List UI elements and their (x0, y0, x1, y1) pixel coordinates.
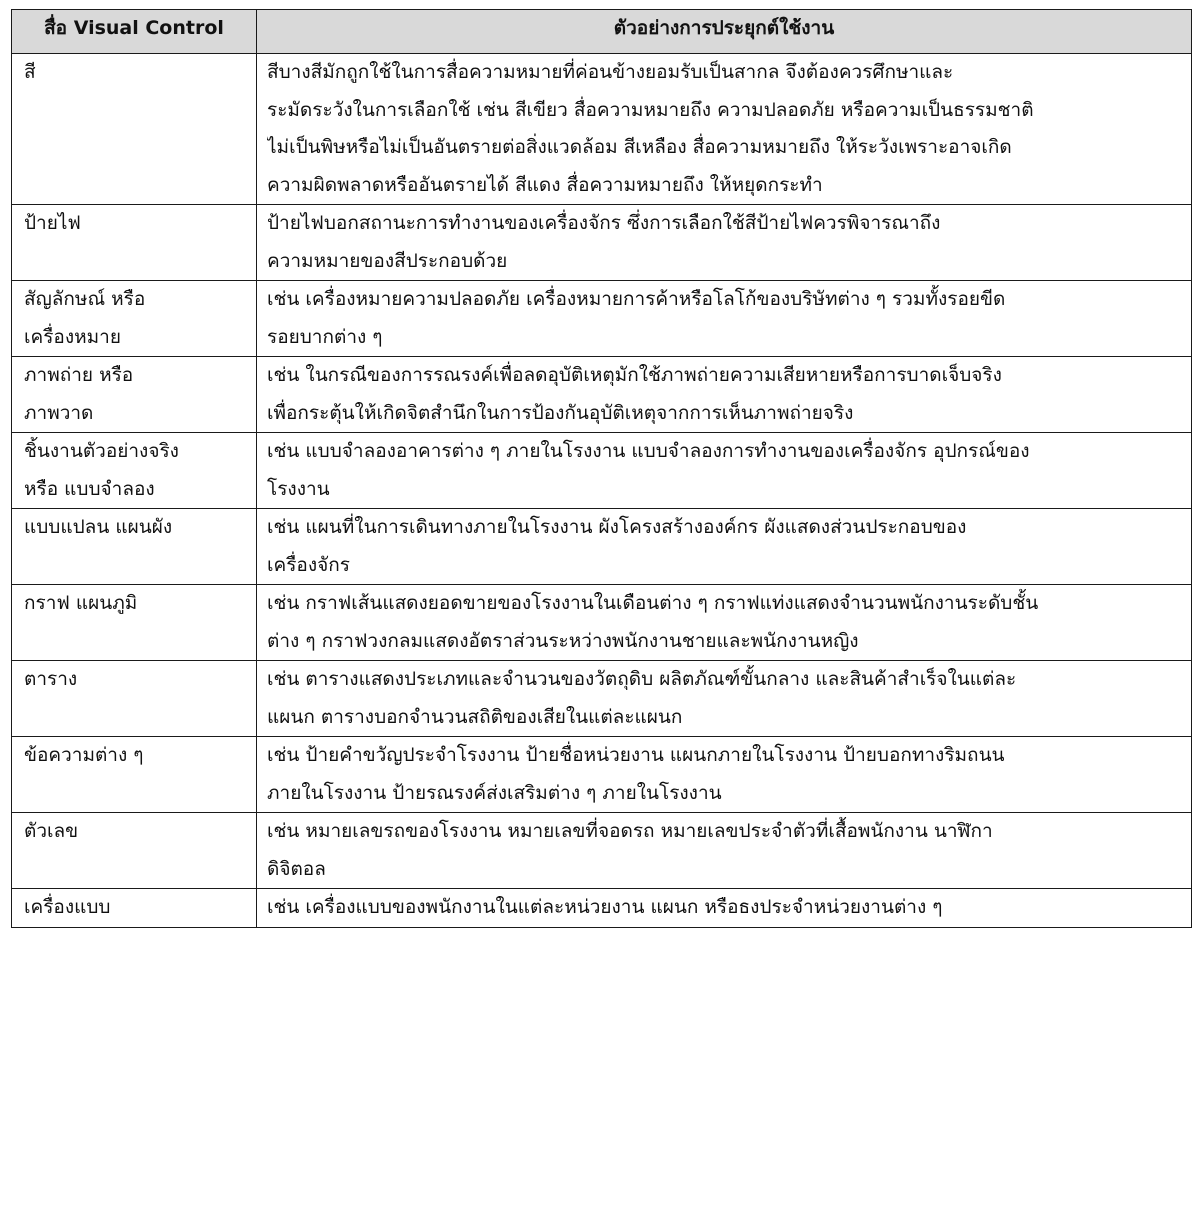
table-row (12, 54, 1192, 205)
example-cell (257, 737, 1192, 813)
media-cell (12, 661, 257, 737)
table-row (12, 205, 1192, 281)
example-text: ดิจิตอล (267, 857, 326, 880)
example-text: เช่น กราฟเส้นแสดงยอดขายของโรงงานในเดือนต่าง ๆ กราฟแท่งแสดงจำนวนพนักงานระดับชั้น (267, 592, 1039, 614)
media-text: เครื่องหมาย (24, 325, 121, 348)
table-row (12, 737, 1192, 813)
header-media-column: สื่อ Visual Control (12, 10, 257, 54)
table-row (12, 281, 1192, 357)
example-text: ความผิดพลาดหรืออันตรายได้ สีแดง สื่อความหมายถึง ให้หยุดกระทำ (267, 173, 823, 196)
media-cell (12, 433, 257, 509)
example-text: เช่น เครื่องแบบของพนักงานในแต่ละหน่วยงาน แผนก หรือธงประจำหน่วยงานต่าง ๆ (267, 896, 943, 918)
table-header (12, 10, 1192, 54)
media-text: ภาพวาด (24, 401, 94, 424)
example-text: เช่น ตารางแสดงประเภทและจำนวนของวัตถุดิบ ผลิตภัณฑ์ขั้นกลาง และสินค้าสำเร็จในแต่ละ (267, 668, 1017, 690)
example-text: เช่น ในกรณีของการรณรงค์เพื่อลดอุบัติเหตุมักใช้ภาพถ่ายความเสียหายหรือการบาดเจ็บจริง (267, 364, 1002, 386)
media-text: ภาพถ่าย หรือ (24, 364, 134, 386)
media-cell (12, 54, 257, 205)
table-row (12, 813, 1192, 889)
example-cell (257, 357, 1192, 433)
example-text: รอยบากต่าง ๆ (267, 325, 383, 348)
media-cell (12, 281, 257, 357)
example-cell (257, 661, 1192, 737)
media-text: ป้ายไฟ (24, 212, 81, 234)
example-text: ความหมายของสีประกอบด้วย (267, 249, 508, 272)
media-text: แบบแปลน แผนผัง (24, 516, 173, 538)
example-text: เพื่อกระตุ้นให้เกิดจิตสำนึกในการป้องกันอุบัติเหตุจากการเห็นภาพถ่ายจริง (267, 401, 854, 424)
visual-control-table (11, 9, 1192, 928)
example-cell (257, 813, 1192, 889)
media-cell (12, 509, 257, 585)
example-text: เช่น แบบจำลองอาคารต่าง ๆ ภายในโรงงาน แบบจำลองการทำงานของเครื่องจักร อุปกรณ์ของ (267, 440, 1030, 462)
media-cell (12, 813, 257, 889)
media-text: กราฟ แผนภูมิ (24, 592, 138, 614)
media-cell (12, 585, 257, 661)
example-text: ต่าง ๆ กราฟวงกลมแสดงอัตราส่วนระหว่างพนักงานชายและพนักงานหญิง (267, 629, 859, 652)
media-cell (12, 357, 257, 433)
example-text: ภายในโรงงาน ป้ายรณรงค์ส่งเสริมต่าง ๆ ภายในโรงงาน (267, 781, 722, 804)
header-row (12, 10, 1192, 54)
example-text: โรงงาน (267, 477, 330, 500)
media-text: ชิ้นงานตัวอย่างจริง (24, 440, 179, 462)
example-text: เครื่องจักร (267, 553, 350, 576)
media-text: เครื่องแบบ (24, 896, 111, 918)
table-body (12, 54, 1192, 928)
media-text: หรือ แบบจำลอง (24, 477, 155, 500)
table-row (12, 661, 1192, 737)
table-row (12, 357, 1192, 433)
media-text: สัญลักษณ์ หรือ (24, 288, 146, 310)
example-cell (257, 585, 1192, 661)
example-cell (257, 205, 1192, 281)
media-cell (12, 889, 257, 928)
example-cell (257, 54, 1192, 205)
example-text: ระมัดระวังในการเลือกใช้ เช่น สีเขียว สื่อความหมายถึง ความปลอดภัย หรือความเป็นธรรมชาติ (267, 98, 1034, 121)
table-row (12, 509, 1192, 585)
example-text: เช่น หมายเลขรถของโรงงาน หมายเลขที่จอดรถ หมายเลขประจำตัวที่เสื้อพนักงาน นาฬิกา (267, 820, 993, 842)
example-text: เช่น ป้ายคำขวัญประจำโรงงาน ป้ายชื่อหน่วยงาน แผนกภายในโรงงาน ป้ายบอกทางริมถนน (267, 744, 1005, 766)
media-text: สี (24, 61, 36, 83)
media-text: ตัวเลข (24, 820, 79, 842)
media-cell (12, 737, 257, 813)
example-text: ป้ายไฟบอกสถานะการทำงานของเครื่องจักร ซึ่งการเลือกใช้สีป้ายไฟควรพิจารณาถึง (267, 212, 941, 234)
media-text: ตาราง (24, 668, 78, 690)
table-row (12, 585, 1192, 661)
example-text: เช่น แผนที่ในการเดินทางภายในโรงงาน ผังโครงสร้างองค์กร ผังแสดงส่วนประกอบของ (267, 516, 967, 538)
example-text: เช่น เครื่องหมายความปลอดภัย เครื่องหมายการค้าหรือโลโก้ของบริษัทต่าง ๆ รวมทั้งรอยขีด (267, 288, 1006, 310)
media-cell (12, 205, 257, 281)
table-row (12, 433, 1192, 509)
example-cell (257, 433, 1192, 509)
table-row (12, 889, 1192, 928)
example-text: แผนก ตารางบอกจำนวนสถิติของเสียในแต่ละแผนก (267, 705, 683, 728)
example-cell (257, 509, 1192, 585)
header-example-column: ตัวอย่างการประยุกต์ใช้งาน (257, 10, 1192, 54)
example-text: ไม่เป็นพิษหรือไม่เป็นอันตรายต่อสิ่งแวดล้อม สีเหลือง สื่อความหมายถึง ให้ระวังเพราะอาจเกิด (267, 136, 1012, 158)
example-cell (257, 281, 1192, 357)
example-text: สีบางสีมักถูกใช้ในการสื่อความหมายที่ค่อนข้างยอมรับเป็นสากล จึงต้องควรศึกษาและ (267, 61, 954, 83)
example-cell (257, 889, 1192, 928)
media-text: ข้อความต่าง ๆ (24, 744, 144, 766)
